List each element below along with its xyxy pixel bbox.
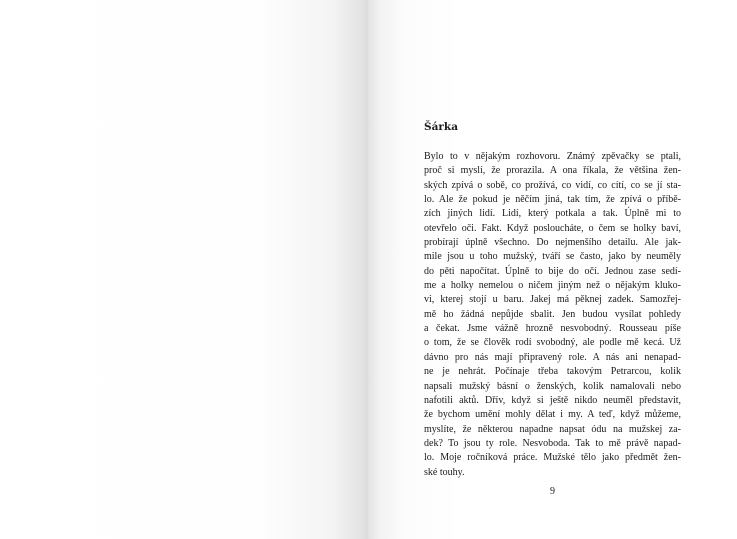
body-paragraph <box>424 150 681 480</box>
text-line: myslíte, že některou napadne napsat ódu na mužskej za- <box>424 423 681 435</box>
text-line: o tom, že se člověk rodí svobodný, ale podle mě kecá. Už <box>424 337 681 349</box>
text-line: lo. Ale že pokud je něčím jiná, tak tím, že zpívá o příbě- <box>424 194 681 206</box>
text-line: ských zpívá o sobě, co prožívá, co vidí, co cítí, co se jí sta- <box>424 179 681 191</box>
text-line: dávno pro nás mají připravený role. A nás ani nenapad- <box>424 351 681 363</box>
text-line: mile jsou u toho mužský, tváří se často, jako by neuměly <box>424 251 681 263</box>
text-line: ne je nehrát. Počínaje třeba takovým Petrarcou, kolik <box>424 366 681 378</box>
text-line: nafotili aktů. Dřív, když si ještě nikdo neuměl představit, <box>424 394 681 406</box>
text-line: vi, kterej stojí u baru. Jakej má pěknej zadek. Samozřej- <box>424 294 681 306</box>
text-line: dek? To jsou ty role. Nesvoboda. Tak to mě právě napad- <box>424 437 681 449</box>
text-line: me a holky nemelou o ničem jiným než o nějakým kluko- <box>424 280 681 292</box>
text-line: zích jiných lidí. Lidí, který potkala a tak. Úplně mi to <box>424 208 681 220</box>
text-line: proč si myslí, že prorazila. A ona říkala, že většina žen- <box>424 165 681 177</box>
text-line: ské touhy. <box>424 466 465 478</box>
text-line: Bylo to v nějakým rozhovoru. Známý zpěvačky se ptali, <box>424 151 681 162</box>
text-line: probírají úplně všechno. Do nejmenšího detailu. Ale jak- <box>424 237 681 249</box>
text-line: napsali mužský básní o ženských, kolik namalovali nebo <box>424 380 681 392</box>
text-line: do pěti napočítat. Úplně to bije do očí. Jednou zase sedí- <box>424 265 681 277</box>
text-line: lo. Moje ročníková práce. Mužské tělo jako předmět žen- <box>424 452 681 464</box>
text-line: otevřelo oči. Fakt. Když posloucháte, o čem se holky baví, <box>424 222 681 234</box>
chapter-title: Šárka <box>424 121 458 133</box>
left-page-blank <box>0 0 368 539</box>
text-line: že bychom umění mohly dělat i my. A teď, když můžeme, <box>424 409 681 421</box>
text-line: mě ho žádná nepůjde sbalit. Jen budou vysílat pohledy <box>424 308 681 320</box>
page-number: 9 <box>550 486 555 497</box>
text-line: a čekat. Jsme vážně hrozně nesvobodný. Rousseau píše <box>424 323 681 335</box>
